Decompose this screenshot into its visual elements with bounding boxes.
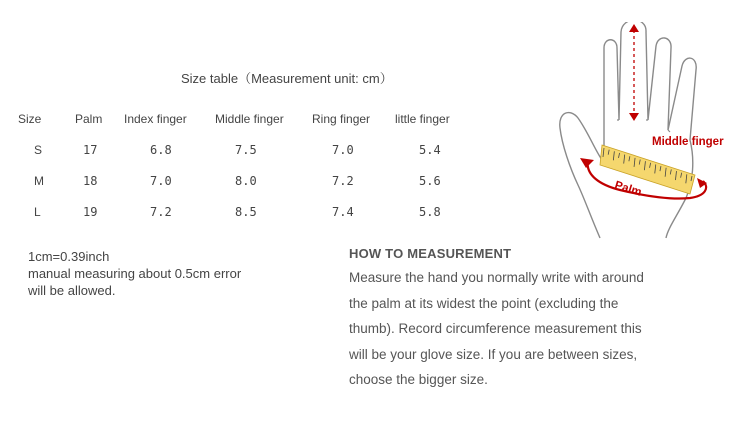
how-to-measure-section — [349, 246, 679, 393]
cell-palm: 19 — [83, 204, 98, 219]
col-header-index-finger: Index finger — [124, 112, 187, 126]
hand-outline — [560, 22, 696, 238]
body-line: the palm at its widest the point (excluding the — [349, 295, 619, 311]
table-header-row — [18, 112, 475, 134]
size-table-title: Size table（Measurement unit: cm） — [181, 71, 393, 86]
hand-measurement-diagram — [555, 22, 745, 242]
cell-size: L — [34, 204, 41, 219]
body-line: will be your glove size. If you are between sizes, — [349, 346, 638, 362]
cell-middle: 7.5 — [235, 142, 257, 157]
middle-finger-label: Middle finger — [652, 136, 724, 148]
cell-palm: 18 — [83, 173, 98, 188]
cell-middle: 8.5 — [235, 204, 257, 219]
col-header-ring-finger: Ring finger — [312, 112, 371, 126]
col-header-size: Size — [18, 112, 42, 126]
cell-index: 7.0 — [150, 173, 172, 188]
cell-size: S — [34, 142, 43, 157]
how-to-measure-body — [349, 265, 679, 393]
palm-label: Palm — [613, 179, 643, 199]
cell-index: 7.2 — [150, 204, 172, 219]
finger-crease — [617, 120, 670, 132]
cell-little: 5.4 — [419, 142, 441, 157]
cell-little: 5.8 — [419, 204, 441, 219]
table-row — [18, 165, 475, 196]
cell-ring: 7.4 — [332, 204, 354, 219]
arrow-down-icon — [629, 113, 639, 121]
col-header-middle-finger: Middle finger — [215, 112, 284, 126]
size-table — [18, 112, 475, 227]
note-line: will be allowed. — [28, 283, 116, 298]
arrow-left-icon — [580, 158, 594, 168]
how-to-measure-title: HOW TO MEASUREMENT — [349, 246, 512, 261]
col-header-little-finger: little finger — [395, 112, 450, 126]
cell-size: M — [34, 173, 44, 188]
cell-palm: 17 — [83, 142, 98, 157]
body-line: choose the bigger size. — [349, 372, 488, 387]
body-line: thumb). Record circumference measurement this — [349, 321, 642, 336]
note-line: 1cm=0.39inch — [28, 249, 110, 264]
table-row — [18, 134, 475, 165]
arrow-up-icon — [629, 24, 639, 32]
body-line: Measure the hand you normally write with around — [349, 270, 644, 285]
cell-middle: 8.0 — [235, 173, 257, 188]
note-line: manual measuring about 0.5cm error — [28, 266, 242, 281]
col-header-palm: Palm — [75, 112, 103, 126]
cell-ring: 7.2 — [332, 173, 354, 188]
cell-little: 5.6 — [419, 173, 441, 188]
conversion-note — [28, 248, 241, 299]
table-row — [18, 196, 475, 227]
cell-index: 6.8 — [150, 142, 172, 157]
cell-ring: 7.0 — [332, 142, 354, 157]
